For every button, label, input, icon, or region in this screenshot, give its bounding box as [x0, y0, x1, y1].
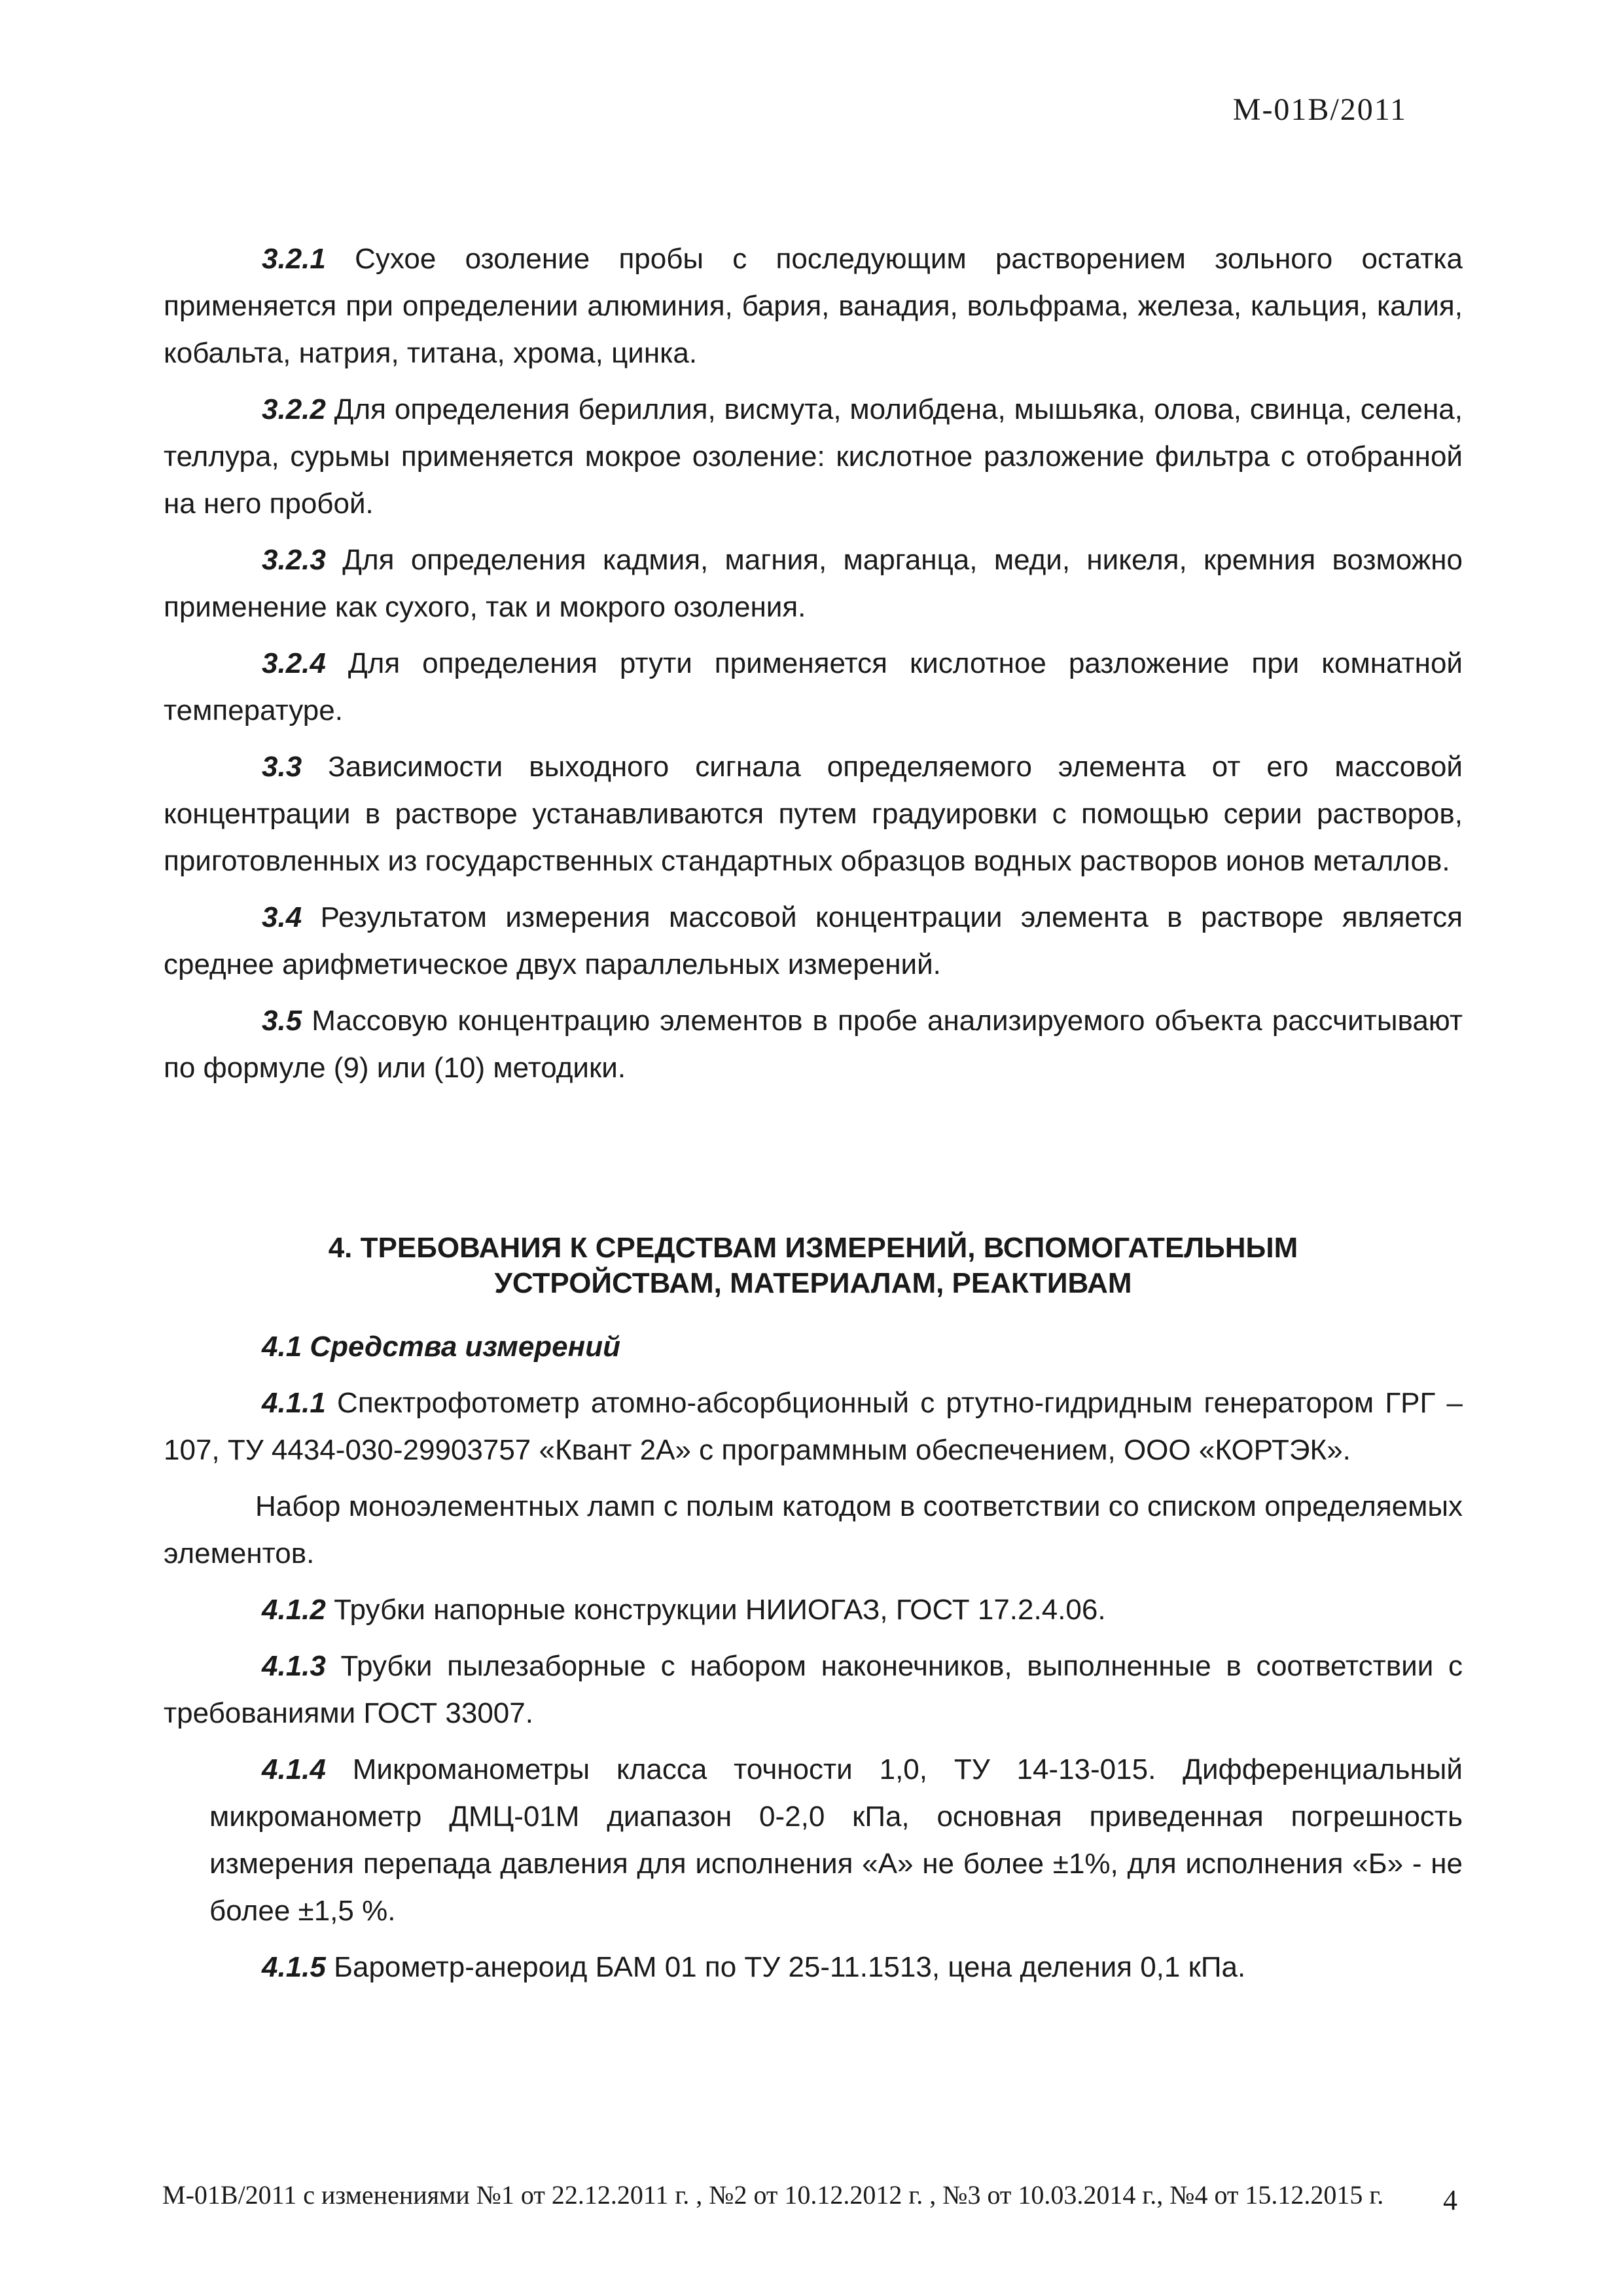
paragraph-3-4	[164, 894, 1463, 988]
paragraph-number: 3.2.4	[262, 647, 326, 679]
item-text: Трубки пылезаборные с набором наконечников, выполненные в соответствии с требованиями ГОСТ 33007.	[164, 1650, 1463, 1729]
section-4-body	[164, 1230, 1463, 2000]
item-number: 4.1.1	[262, 1387, 326, 1419]
item-lamp-set	[164, 1483, 1463, 1577]
paragraph-text: Массовую концентрацию элементов в пробе анализируемого объекта рассчитывают по формуле (9) или (10) методики.	[164, 1005, 1463, 1084]
paragraph-number: 3.2.3	[262, 544, 326, 576]
item-number: 4.1.5	[262, 1951, 326, 1983]
item-4-1-4	[209, 1746, 1463, 1935]
paragraph-number: 3.4	[262, 901, 302, 933]
item-text: Набор моноэлементных ламп с полым катодом в соответствии со списком определяемых элементов.	[164, 1490, 1463, 1570]
item-4-1-3	[164, 1643, 1463, 1737]
paragraph-number: 3.5	[262, 1005, 302, 1037]
paragraph-number: 3.3	[262, 751, 302, 783]
item-text: Микроманометры класса точности 1,0, ТУ 14-13-015. Дифференциальный микроманометр ДМЦ-01М диапазон 0-2,0 кПа, основная приведенная погрешность измерения перепада давления для исполнения «А» не более ±1%, для исполнения «Б» - не более ±1,5 %.	[209, 1753, 1463, 1927]
footer-changes: М-01В/2011 с изменениями №1 от 22.12.2011 г. , №2 от 10.12.2012 г. , №3 от 10.03.2014 г., №4 от 15.12.2015 г.	[162, 2180, 1384, 2210]
item-text: Спектрофотометр атомно-абсорбционный с ртутно-гидридным генератором ГРГ –107, ТУ 4434-030-29903757 «Квант 2А» с программным обеспечением, ООО «КОРТЭК».	[164, 1387, 1463, 1466]
paragraph-text: Для определения бериллия, висмута, молибдена, мышьяка, олова, свинца, селена, теллура, сурьмы применяется мокрое озоление: кислотное разложение фильтра с отобранной на него пробой.	[164, 393, 1463, 520]
paragraph-3-3	[164, 744, 1463, 885]
paragraph-text: Для определения кадмия, магния, марганца, меди, никеля, кремния возможно применение как сухого, так и мокрого озоления.	[164, 544, 1463, 623]
item-4-1-1	[164, 1380, 1463, 1474]
item-number: 4.1.4	[262, 1753, 326, 1785]
paragraph-number: 3.2.1	[262, 243, 326, 275]
paragraph-3-2-4	[164, 640, 1463, 734]
paragraph-text: Сухое озоление пробы с последующим растворением зольного остатка применяется при определении алюминия, бария, ванадия, вольфрама, железа, кальция, калия, кобальта, натрия, титана, хрома, цинка.	[164, 243, 1463, 369]
paragraph-3-2-1	[164, 236, 1463, 377]
section-3-body	[164, 236, 1463, 1101]
item-4-1-5	[164, 1944, 1463, 1991]
document-code-header: М-01В/2011	[1232, 92, 1407, 127]
page-number: 4	[1443, 2184, 1457, 2216]
paragraph-text: Зависимости выходного сигнала определяемого элемента от его массовой концентрации в растворе устанавливаются путем градуировки с помощью серии растворов, приготовленных из государственных стандартных образцов водных растворов ионов металлов.	[164, 751, 1463, 877]
paragraph-3-5	[164, 997, 1463, 1092]
item-text: Барометр-анероид БАМ 01 по ТУ 25-11.1513, цена деления 0,1 кПа.	[325, 1951, 1246, 1983]
subsection-title: 4.1 Средства измерений	[262, 1331, 620, 1363]
item-number: 4.1.3	[262, 1650, 326, 1682]
paragraph-text: Для определения ртути применяется кислотное разложение при комнатной температуре.	[164, 647, 1463, 726]
paragraph-number: 3.2.2	[262, 393, 326, 425]
paragraph-3-2-3	[164, 537, 1463, 631]
paragraph-3-2-2	[164, 386, 1463, 528]
section-title-line-1: 4. ТРЕБОВАНИЯ К СРЕДСТВАМ ИЗМЕРЕНИЙ, ВСПОМОГАТЕЛЬНЫМ	[328, 1232, 1298, 1264]
item-4-1-2	[164, 1587, 1463, 1634]
section-title-line-2: УСТРОЙСТВАМ, МАТЕРИАЛАМ, РЕАКТИВАМ	[494, 1267, 1132, 1299]
item-text: Трубки напорные конструкции НИИОГАЗ, ГОСТ 17.2.4.06.	[325, 1594, 1106, 1626]
item-number: 4.1.2	[262, 1594, 326, 1626]
paragraph-text: Результатом измерения массовой концентрации элемента в растворе является среднее арифметическое двух параллельных измерений.	[164, 901, 1463, 980]
